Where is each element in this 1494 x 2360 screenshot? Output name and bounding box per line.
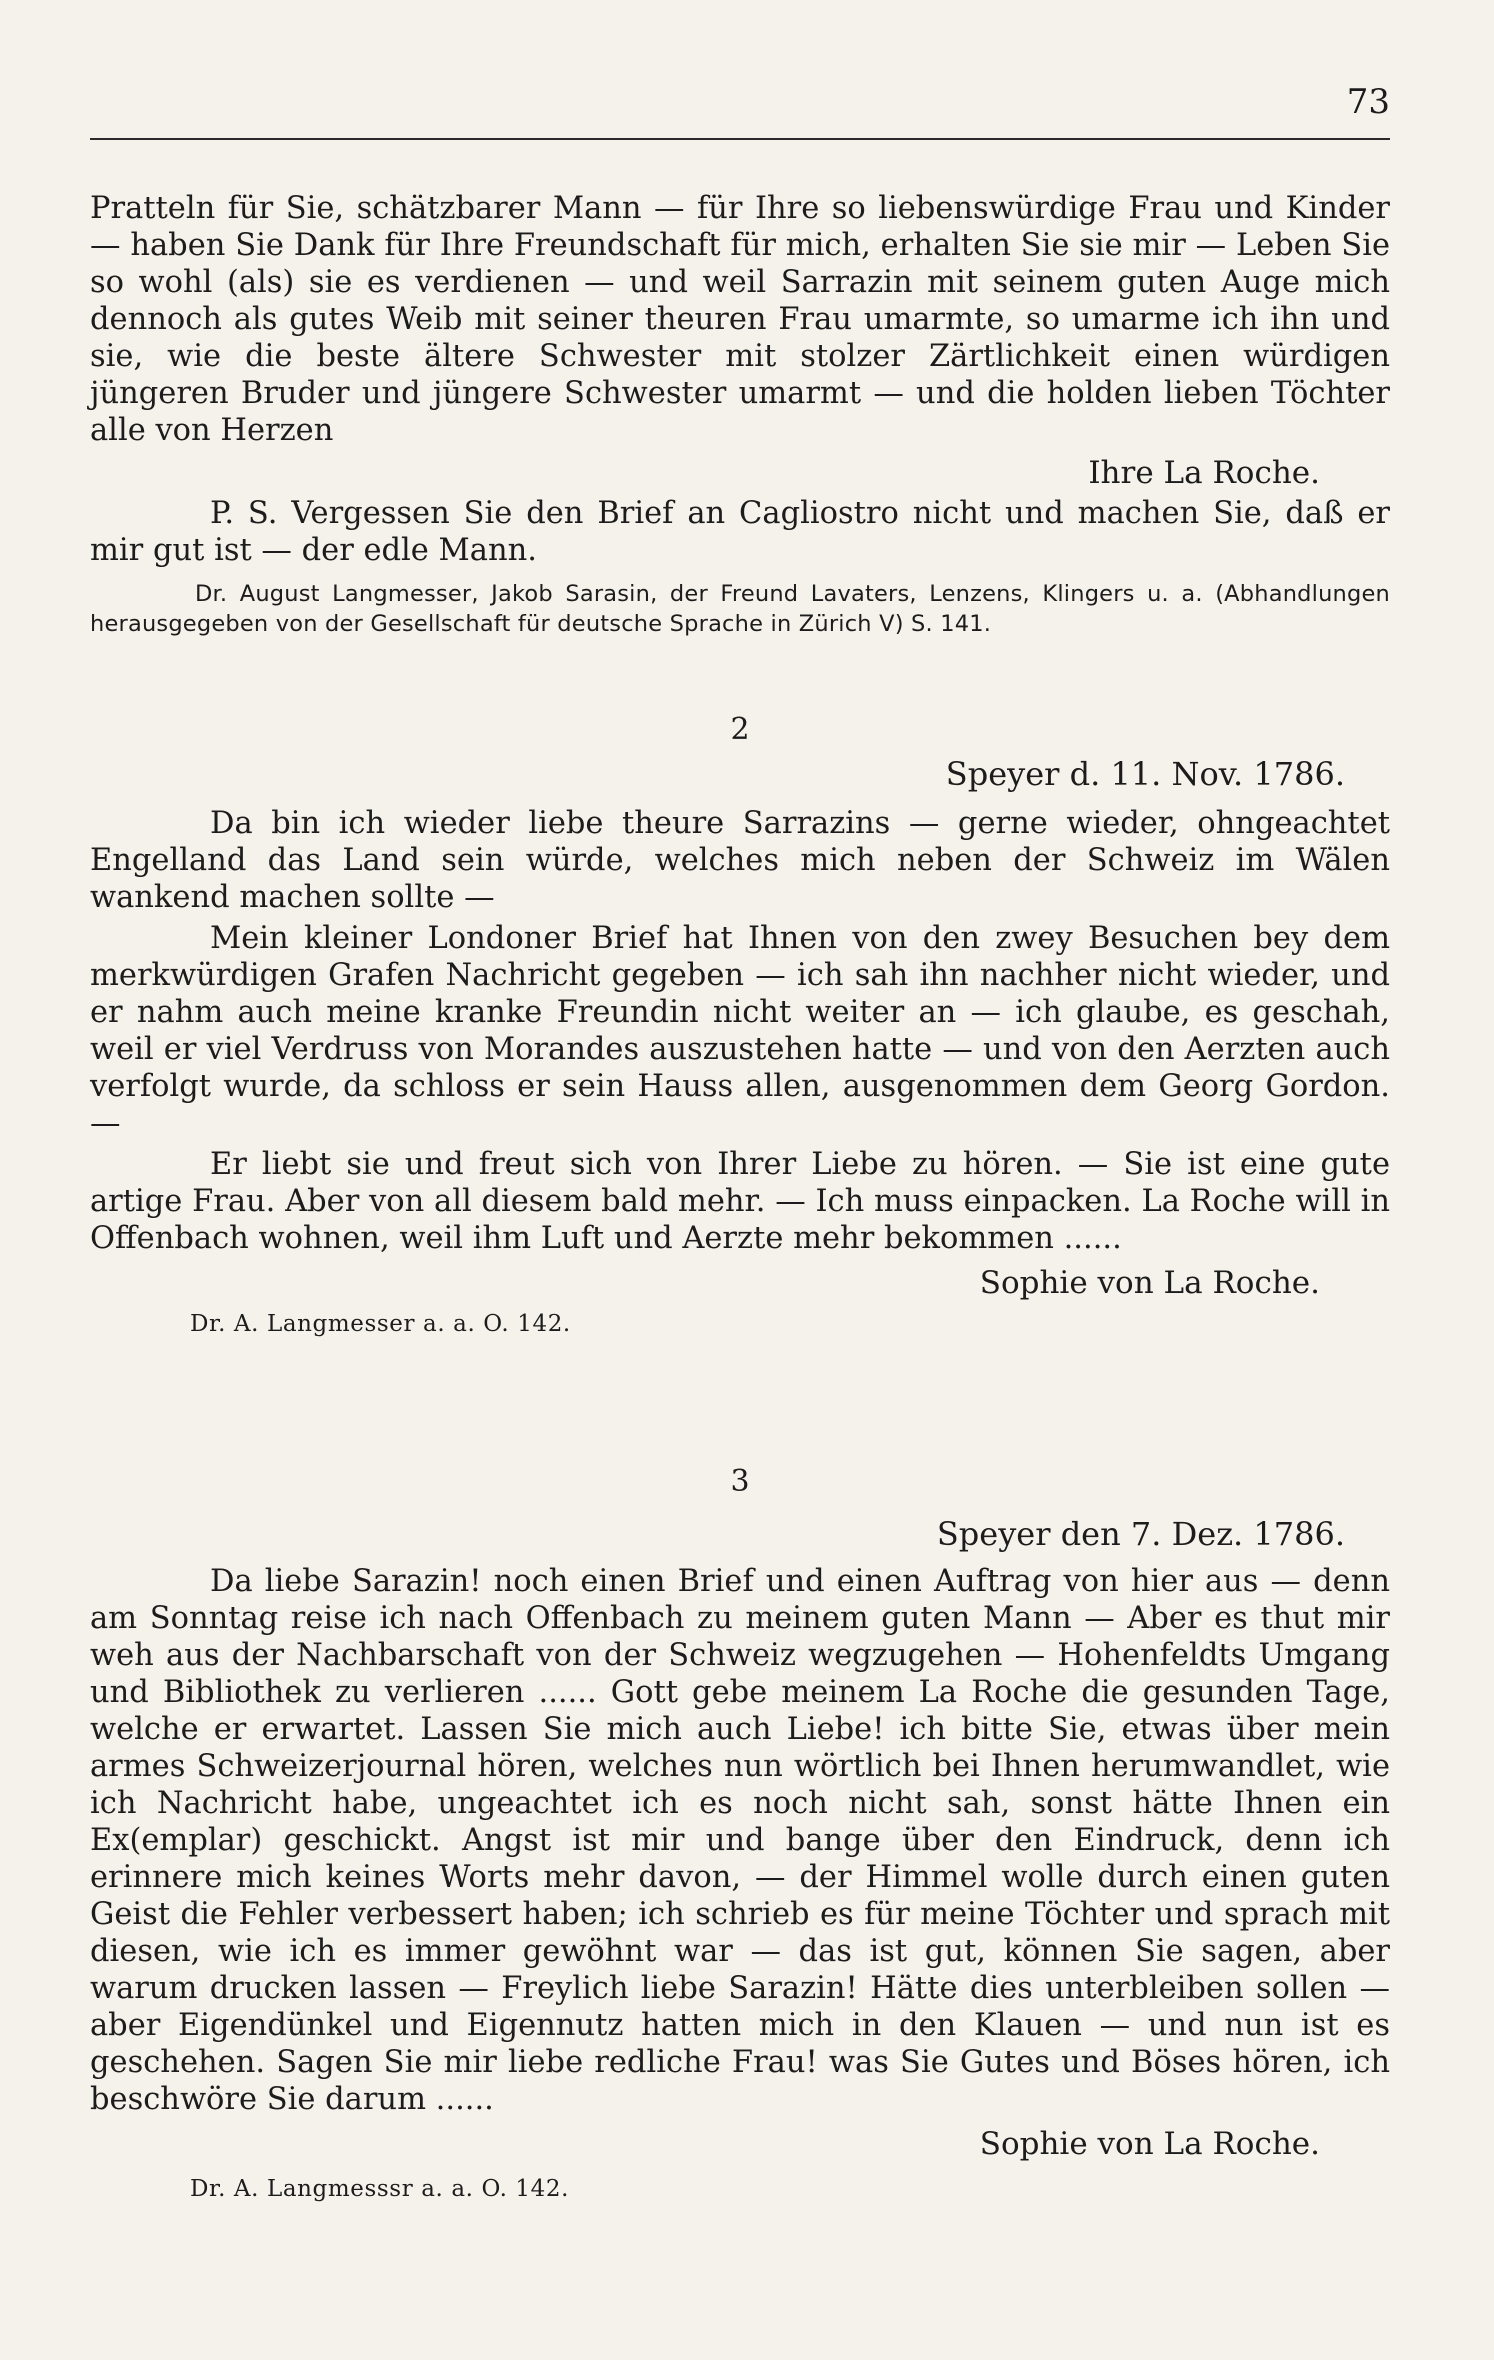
letter-3-citation: Dr. A. Langmesssr a. a. O. 142. <box>190 2176 570 2202</box>
letter-2-date: Speyer d. 11. Nov. 1786. <box>945 755 1345 793</box>
letter-3-date: Speyer den 7. Dez. 1786. <box>936 1515 1345 1553</box>
letter-1-citation: Dr. August Langmesser, Jakob Sarasin, der Freund Lavaters, Lenzens, Klingers u. a. (Abhandlungen herausgegeben von der Gesellschaft für deutsche Sprache in Zürich V) S. 141. <box>90 581 1390 637</box>
letter-2 <box>90 712 1390 1337</box>
letter-1-signature: Ihre La Roche. <box>1088 455 1320 491</box>
letter-2-paragraph-3: Er liebt sie und freut sich von Ihrer Liebe zu hören. — Sie ist eine gute artige Frau. Aber von all diesem bald mehr. — Ich muss einpacken. La Roche will in Offenbach wohnen, weil ihm Luft und Aerzte mehr bekommen ...... <box>90 1147 1390 1256</box>
letter-1 <box>90 190 1390 639</box>
letter-2-paragraph-1: Da bin ich wieder liebe theure Sarrazins — gerne wieder, ohngeachtet Engelland das Land sein würde, welches mich neben der Schweiz im Wälen wankend machen sollte — <box>90 806 1390 915</box>
letter-2-signature: Sophie von La Roche. <box>979 1265 1320 1301</box>
page-number: 73 <box>1346 82 1390 122</box>
letter-3-number: 3 <box>730 1464 750 1499</box>
letter-2-number: 2 <box>730 712 750 747</box>
letter-1-paragraph: Pratteln für Sie, schätzbarer Mann — für Ihre so liebenswürdige Frau und Kinder — haben Sie Dank für Ihre Freundschaft für mich, erhalten Sie sie mir — Leben Sie so wohl (als) sie es verdienen — und weil Sarrazin mit seinem guten Auge mich dennoch als gutes Weib mit seiner theuren Frau umarmte, so umarme ich ihn und sie, wie die beste ältere Schwester mit stolzer Zärtlichkeit einen würdigen jüngeren Bruder und jüngere Schwester umarmt — und die holden lieben Töchter alle von Herzen <box>90 191 1390 448</box>
header-rule <box>90 138 1390 140</box>
letter-3 <box>90 1464 1390 2202</box>
letter-1-postscript: P. S. Vergessen Sie den Brief an Cagliostro nicht und machen Sie, daß er mir gut ist — der edle Mann. <box>90 496 1390 568</box>
letter-3-signature: Sophie von La Roche. <box>979 2126 1320 2162</box>
letter-2-citation: Dr. A. Langmesser a. a. O. 142. <box>190 1311 571 1337</box>
letter-2-paragraph-2: Mein kleiner Londoner Brief hat Ihnen von den zwey Besuchen bey dem merkwürdigen Grafen Nachricht gegeben — ich sah ihn nachher nicht wieder, und er nahm auch meine kranke Freundin nicht weiter an — ich glaube, es geschah, weil er viel Verdruss von Morandes auszustehen hatte — und von den Aerzten auch verfolgt wurde, da schloss er sein Hauss allen, ausgenommen dem Georg Gordon. — <box>90 921 1390 1141</box>
letter-3-paragraph: Da liebe Sarazin! noch einen Brief und einen Auftrag von hier aus — denn am Sonntag reise ich nach Offenbach zu meinem guten Mann — Aber es thut mir weh aus der Nachbarschaft von der Schweiz wegzugehen — Hohenfeldts Umgang und Bibliothek zu verlieren ...... Gott gebe meinem La Roche die gesunden Tage, welche er erwartet. Lassen Sie mich auch Liebe! ich bitte Sie, etwas über mein armes Schweizerjournal hören, welches nun wörtlich bei Ihnen herumwandlet, wie ich Nachricht habe, ungeachtet ich es noch nicht sah, sonst hätte Ihnen ein Ex(emplar) geschickt. Angst ist mir und bange über den Eindruck, denn ich erinnere mich keines Worts mehr davon, — der Himmel wolle durch einen guten Geist die Fehler verbessert haben; ich schrieb es für meine Töchter und sprach mit diesen, wie ich es immer gewöhnt war — das ist gut, können Sie sagen, aber warum drucken lassen — Freylich liebe Sarazin! Hätte dies unterbleiben sollen — aber Eigendünkel und Eigennutz hatten mich in den Klauen — und nun ist es geschehen. Sagen Sie mir liebe redliche Frau! was Sie Gutes und Böses hören, ich beschwöre Sie darum ...... <box>90 1564 1390 2117</box>
